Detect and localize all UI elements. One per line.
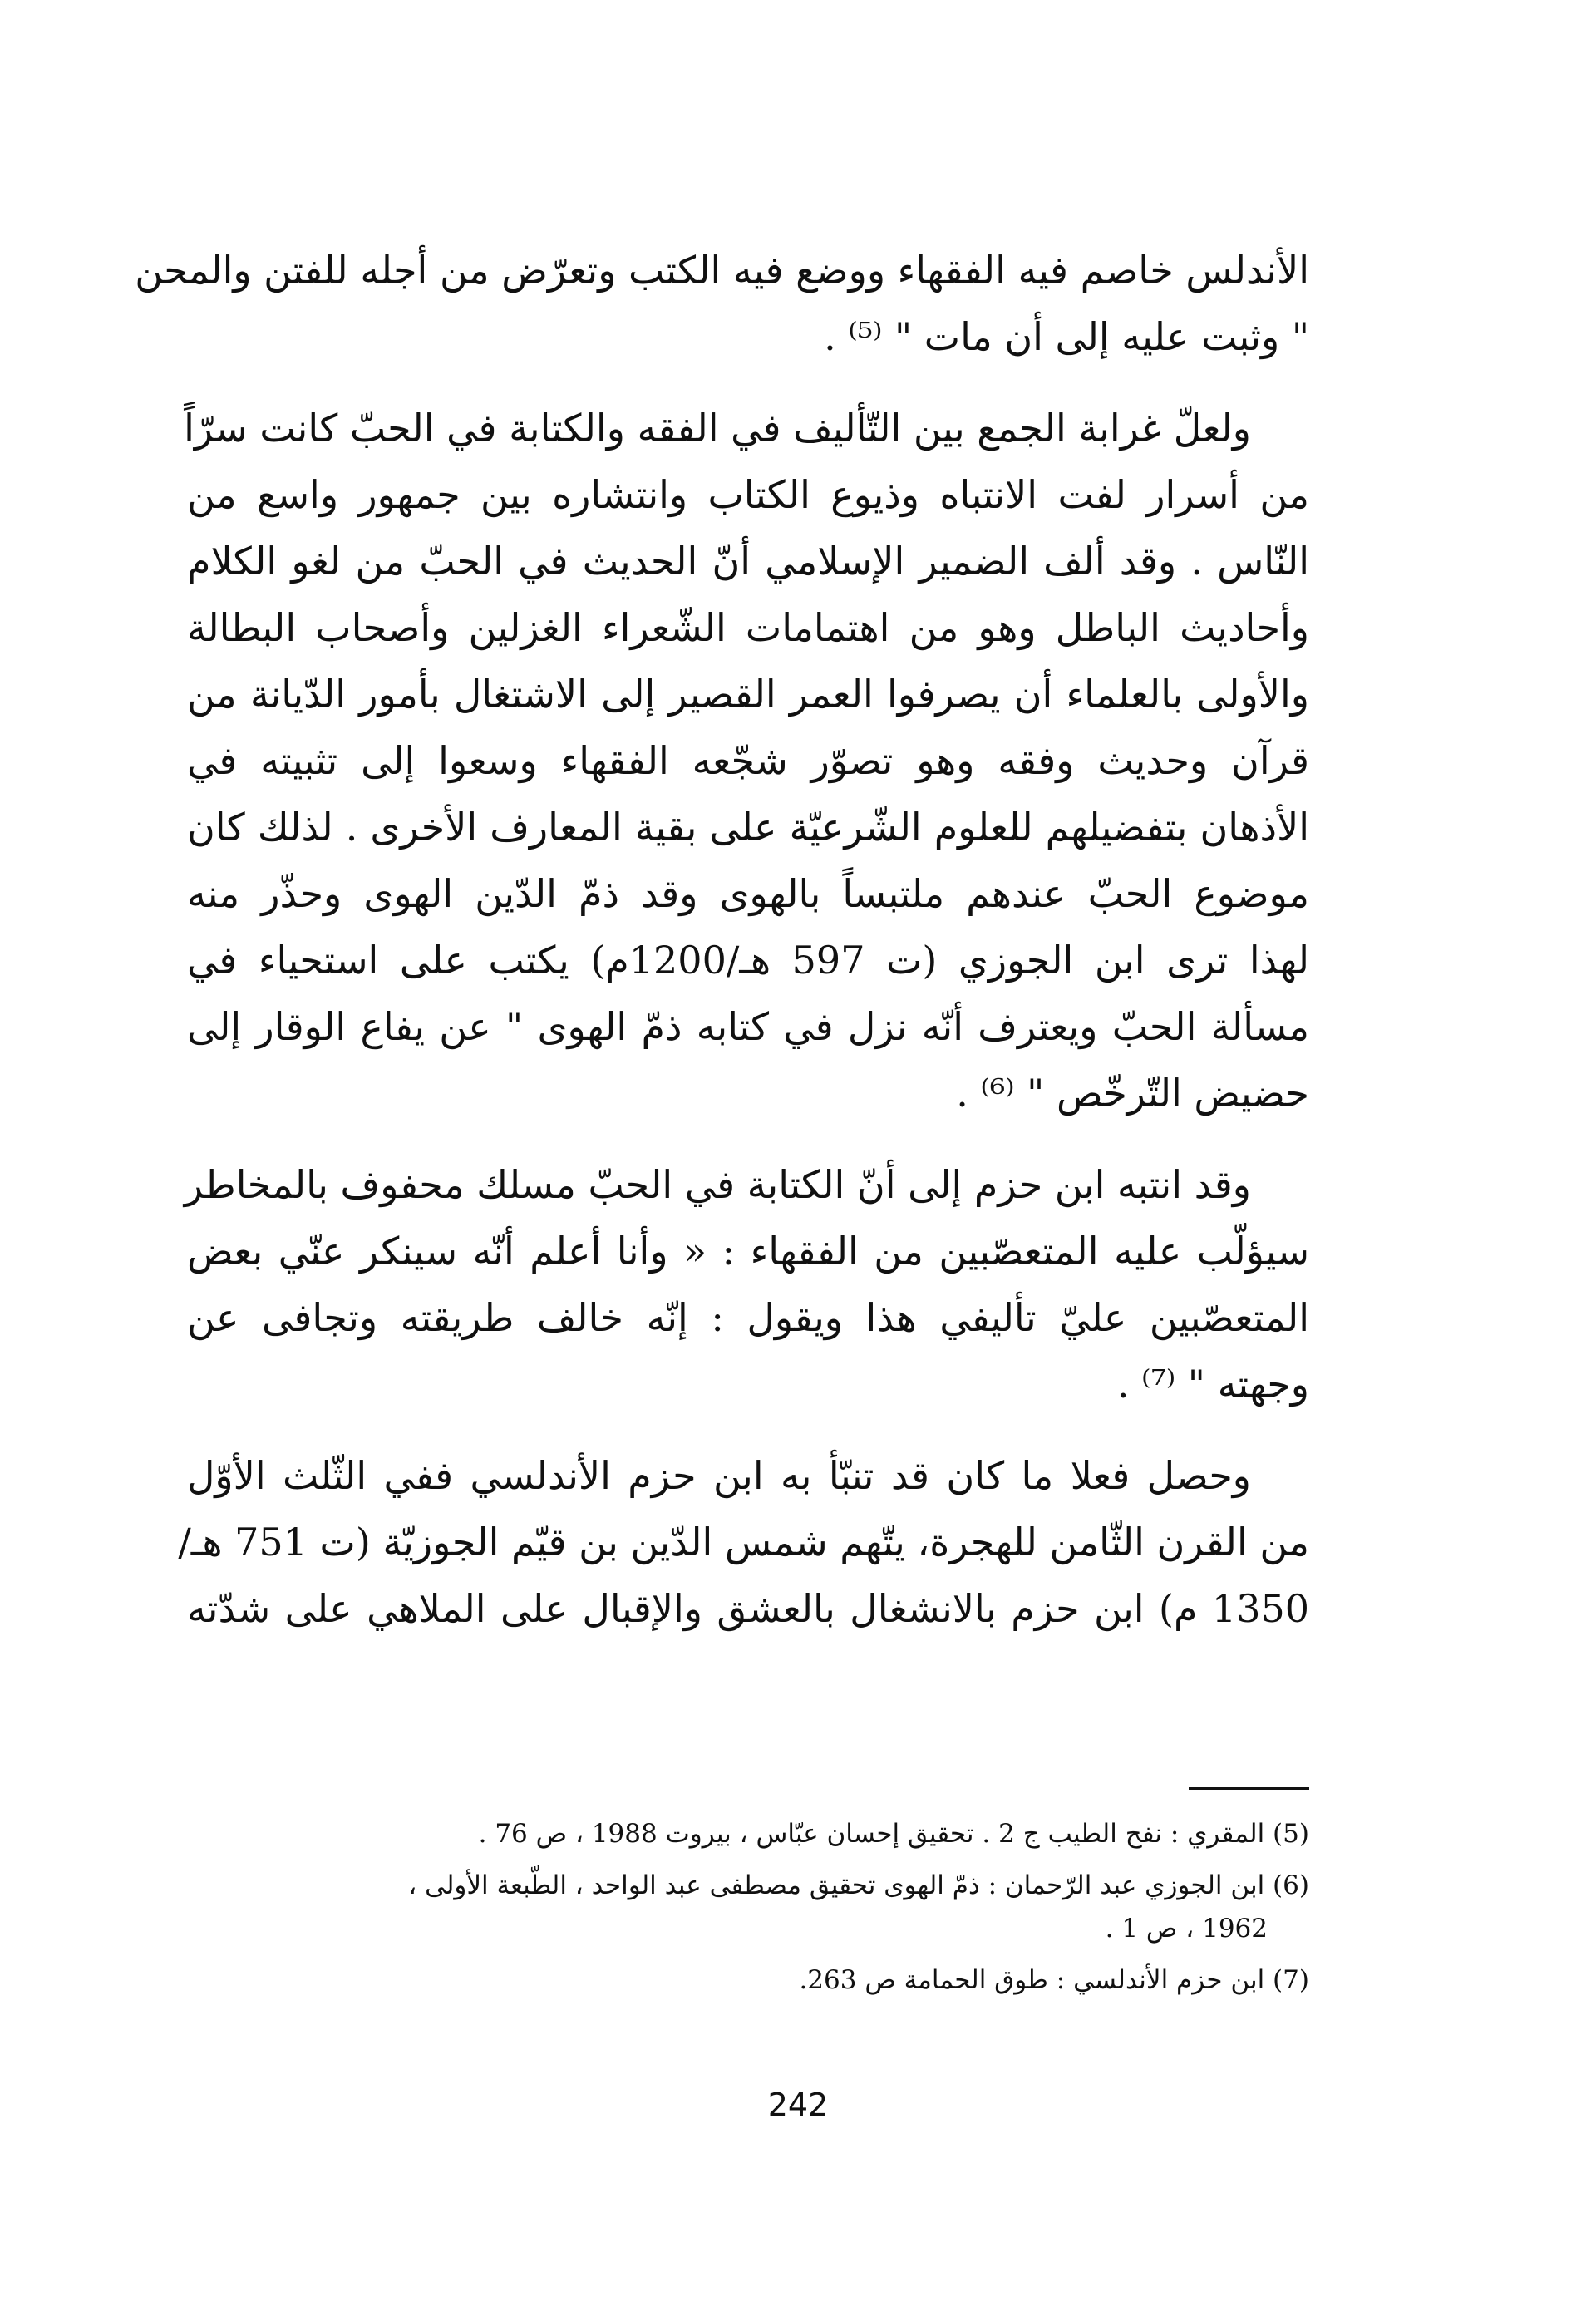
paragraph-4 <box>178 1442 1309 1642</box>
text-line: " وثبت عليه إلى أن مات " ⁽⁵⁾ . <box>824 314 1309 359</box>
text-line: قرآن وحديث وفقه وهو تصوّر شجّعه الفقهاء وسعوا إلى تثبيته في <box>187 738 1309 783</box>
text-line: لهذا ترى ابن الجوزي (ت 597 هـ/1200م) يكتب على استحياء في <box>187 938 1309 983</box>
paragraph-2 <box>184 395 1309 1126</box>
footnote-6: (6) ابن الجوزي عبد الرّحمان : ذمّ الهوى تحقيق مصطفى عبد الواحد ، الطّبعة الأولى ، <box>408 1870 1309 1900</box>
footnote-6-continuation: 1962 ، ص 1 . <box>1105 1914 1268 1944</box>
page-number: 242 <box>767 2087 829 2123</box>
text-line: حضيض التّرخّص " ⁽⁶⁾ . <box>956 1071 1309 1116</box>
text-line: والأولى بالعلماء أن يصرفوا العمر القصير إلى الاشتغال بأمور الدّيانة من <box>187 672 1309 717</box>
text-line: وقد انتبه ابن حزم إلى أنّ الكتابة في الحبّ مسلك محفوف بالمخاطر <box>184 1162 1251 1207</box>
text-line: وحصل فعلا ما كان قد تنبّأ به ابن حزم الأندلسي ففي الثّلث الأوّل <box>187 1453 1251 1498</box>
footnote-7: (7) ابن حزم الأندلسي : طوق الحمامة ص 263. <box>799 1965 1309 1995</box>
text-line: مسألة الحبّ ويعترف أنّه نزل في كتابه ذمّ الهوى " عن يفاع الوقار إلى <box>187 1004 1309 1049</box>
text-line: سيؤلّب عليه المتعصّبين من الفقهاء : « وأنا أعلم أنّه سينكر عنّي بعض <box>187 1229 1309 1274</box>
text-line: وجهته " ⁽⁷⁾ . <box>1116 1362 1309 1407</box>
text-line: من أسرار لفت الانتباه وذيوع الكتاب وانتشاره بين جمهور واسع من <box>187 472 1309 517</box>
paragraph-3 <box>184 1151 1309 1417</box>
text-line: ولعلّ غرابة الجمع بين التّأليف في الفقه والكتابة في الحبّ كانت سرّاً <box>184 406 1251 451</box>
text-line: النّاس . وقد ألف الضمير الإسلامي أنّ الحديث في الحبّ من لغو الكلام <box>187 539 1309 584</box>
footnotes <box>249 1812 1309 2002</box>
text-line: 1350 م) ابن حزم بالانشغال بالعشق والإقبال على الملاهي على شدّته <box>187 1586 1309 1631</box>
text-line: المتعصّبين عليّ تأليفي هذا ويقول : إنّه خالف طريقته وتجافى عن <box>187 1295 1309 1340</box>
text-line: وأحاديث الباطل وهو من اهتمامات الشّعراء الغزلين وأصحاب البطالة <box>187 605 1309 650</box>
text-line: الأندلس خاصم فيه الفقهاء ووضع فيه الكتب وتعرّض من أجله للفتن والمحن <box>135 248 1309 293</box>
footnote-separator <box>1189 1787 1309 1790</box>
text-line: الأذهان بتفضيلهم للعلوم الشّرعيّة على بقية المعارف الأخرى . لذلك كان <box>187 805 1309 850</box>
text-line: من القرن الثّامن للهجرة، يتّهم شمس الدّين بن قيّم الجوزيّة (ت 751 هـ/ <box>178 1520 1309 1564</box>
main-text <box>135 237 1309 1667</box>
text-line: موضوع الحبّ عندهم ملتبساً بالهوى وقد ذمّ الدّين الهوى وحذّر منه <box>187 871 1309 916</box>
paragraph-1 <box>135 237 1309 370</box>
footnote-5: (5) المقري : نفح الطيب ج 2 . تحقيق إحسان عبّاس ، بيروت 1988 ، ص 76 . <box>478 1819 1309 1849</box>
